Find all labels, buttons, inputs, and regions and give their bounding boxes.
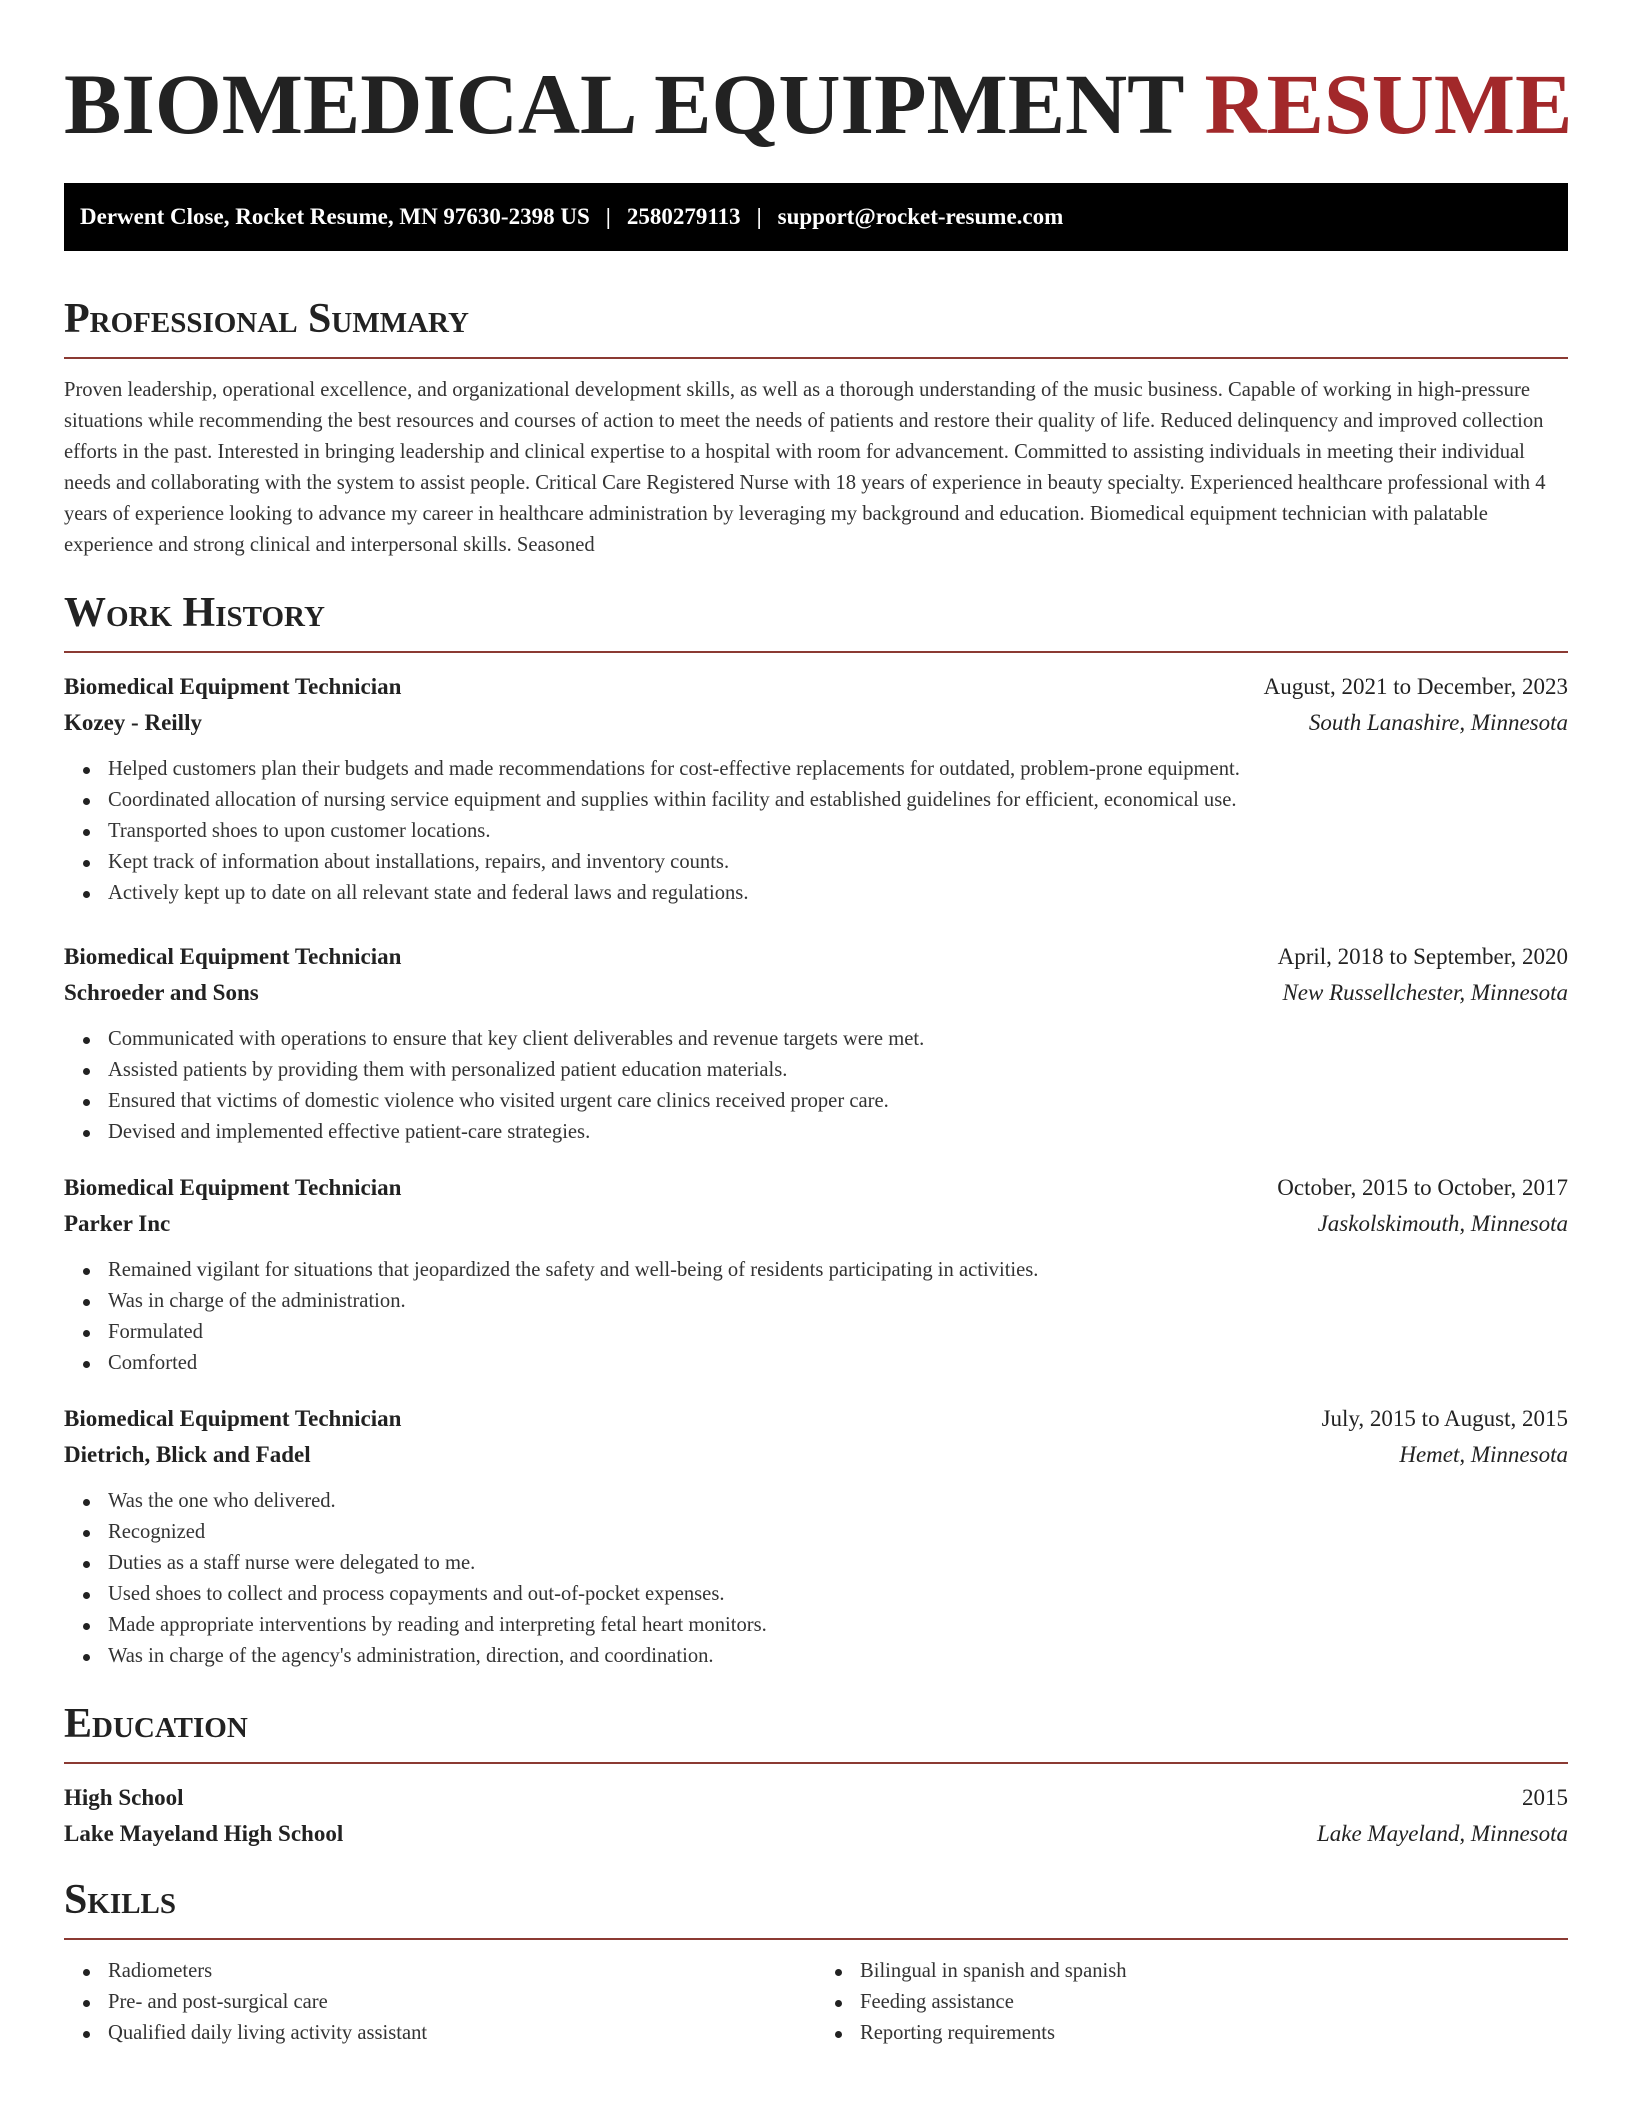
education-location: Lake Mayeland, Minnesota bbox=[1316, 1821, 1568, 1846]
skills-section bbox=[64, 1874, 1568, 2049]
list-item: Was the one who delivered. bbox=[108, 1486, 1568, 1517]
list-item: Reporting requirements bbox=[860, 2018, 1568, 2049]
list-item: Was in charge of the agency's administration, direction, and coordination. bbox=[108, 1641, 1568, 1672]
job-title: Biomedical Equipment Technician bbox=[64, 1175, 402, 1200]
contact-bar bbox=[64, 183, 1568, 251]
list-item: Pre- and post-surgical care bbox=[108, 1987, 816, 2018]
list-item: Comforted bbox=[108, 1348, 1568, 1379]
section-heading-summary: Professional Summary bbox=[64, 296, 469, 342]
job-dates: April, 2018 to September, 2020 bbox=[1277, 944, 1568, 969]
list-item: Coordinated allocation of nursing service equipment and supplies within facility and established guidelines for efficient, economical use. bbox=[108, 785, 1568, 816]
title-main: BIOMEDICAL EQUIPMENT bbox=[64, 56, 1183, 152]
skills-list-left bbox=[64, 1956, 816, 2049]
contact-separator: | bbox=[756, 204, 762, 229]
job-location: Jaskolskimouth, Minnesota bbox=[1317, 1211, 1568, 1236]
job-company: Dietrich, Blick and Fadel bbox=[64, 1442, 311, 1467]
list-item: Bilingual in spanish and spanish bbox=[860, 1956, 1568, 1987]
list-item: Actively kept up to date on all relevant state and federal laws and regulations. bbox=[108, 878, 1568, 909]
job-title-row bbox=[64, 1401, 1568, 1437]
work-history-section bbox=[64, 587, 1568, 1672]
list-item: Radiometers bbox=[108, 1956, 816, 1987]
job-company: Kozey - Reilly bbox=[64, 710, 202, 735]
education-entry bbox=[64, 1780, 1568, 1852]
job-title-row bbox=[64, 939, 1568, 975]
job-entry bbox=[64, 1170, 1568, 1379]
list-item: Communicated with operations to ensure that key client deliverables and revenue targets were met. bbox=[108, 1024, 1568, 1055]
list-item: Helped customers plan their budgets and made recommendations for cost-effective replacements for outdated, problem-prone equipment. bbox=[108, 754, 1568, 785]
job-company-row bbox=[64, 1437, 1568, 1473]
summary-text: Proven leadership, operational excellence, and organizational development skills, as well as a thorough understanding of the music business. Capable of working in high-pressure situations while recommending the best resources and courses of action to meet the needs of patients and restore their quality of life. Reduced delinquency and improved collection efforts in the past. Interested in bringing leadership and clinical expertise to a hospital with room for advancement. Committed to assisting individuals in meeting their individual needs and collaborating with the system to assist people. Critical Care Registered Nurse with 18 years of experience in beauty specialty. Experienced healthcare professional with 4 years of experience looking to advance my career in healthcare administration by leveraging my background and education. Biomedical equipment technician with palatable experience and strong clinical and interpersonal skills. Seasoned bbox=[64, 379, 1546, 556]
list-item: Remained vigilant for situations that jeopardized the safety and well-being of residents participating in activities. bbox=[108, 1255, 1568, 1286]
job-company: Parker Inc bbox=[64, 1211, 171, 1236]
list-item: Qualified daily living activity assistant bbox=[108, 2018, 816, 2049]
list-item: Made appropriate interventions by reading and interpreting fetal heart monitors. bbox=[108, 1610, 1568, 1641]
job-company-row bbox=[64, 1206, 1568, 1242]
job-title-row bbox=[64, 1170, 1568, 1206]
education-degree-row bbox=[64, 1780, 1568, 1816]
job-duties-list bbox=[64, 1486, 1568, 1672]
education-year: 2015 bbox=[1522, 1785, 1568, 1810]
job-company: Schroeder and Sons bbox=[64, 980, 259, 1005]
list-item: Feeding assistance bbox=[860, 1987, 1568, 2018]
job-dates: July, 2015 to August, 2015 bbox=[1321, 1406, 1568, 1431]
job-title-row bbox=[64, 669, 1568, 705]
job-duties-list bbox=[64, 754, 1568, 909]
section-divider bbox=[64, 357, 1568, 359]
list-item: Ensured that victims of domestic violence who visited urgent care clinics received proper care. bbox=[108, 1086, 1568, 1117]
section-divider bbox=[64, 1762, 1568, 1764]
job-entry bbox=[64, 939, 1568, 1148]
education-degree: High School bbox=[64, 1785, 184, 1810]
education-school: Lake Mayeland High School bbox=[64, 1821, 344, 1846]
contact-email: support@rocket-resume.com bbox=[777, 204, 1064, 229]
list-item: Used shoes to collect and process copayments and out-of-pocket expenses. bbox=[108, 1579, 1568, 1610]
skills-list-right bbox=[816, 1956, 1568, 2049]
job-dates: August, 2021 to December, 2023 bbox=[1263, 674, 1568, 699]
job-location: Hemet, Minnesota bbox=[1399, 1442, 1568, 1467]
job-location: New Russellchester, Minnesota bbox=[1282, 980, 1568, 1005]
section-heading-work-history: Work History bbox=[64, 590, 325, 636]
section-heading-education: Education bbox=[64, 1701, 248, 1747]
list-item: Was in charge of the administration. bbox=[108, 1286, 1568, 1317]
section-heading-skills: Skills bbox=[64, 1877, 177, 1923]
title-accent: RESUME bbox=[1204, 56, 1573, 152]
list-item: Assisted patients by providing them with personalized patient education materials. bbox=[108, 1055, 1568, 1086]
education-school-row bbox=[64, 1816, 1568, 1852]
summary-section bbox=[64, 293, 1568, 561]
contact-address: Derwent Close, Rocket Resume, MN 97630-2398 US bbox=[80, 204, 590, 229]
job-title: Biomedical Equipment Technician bbox=[64, 944, 402, 969]
list-item: Formulated bbox=[108, 1317, 1568, 1348]
job-title: Biomedical Equipment Technician bbox=[64, 1406, 402, 1431]
job-entry bbox=[64, 1401, 1568, 1672]
job-company-row bbox=[64, 705, 1568, 741]
job-dates: October, 2015 to October, 2017 bbox=[1277, 1175, 1568, 1200]
job-title: Biomedical Equipment Technician bbox=[64, 674, 402, 699]
job-duties-list bbox=[64, 1255, 1568, 1379]
job-location: South Lanashire, Minnesota bbox=[1308, 710, 1568, 735]
job-entry bbox=[64, 669, 1568, 909]
skills-grid bbox=[64, 1940, 1568, 2049]
contact-separator: | bbox=[605, 204, 611, 229]
list-item: Devised and implemented effective patient-care strategies. bbox=[108, 1117, 1568, 1148]
resume-title bbox=[64, 56, 1573, 152]
job-duties-list bbox=[64, 1024, 1568, 1148]
job-company-row bbox=[64, 975, 1568, 1011]
section-divider bbox=[64, 651, 1568, 653]
list-item: Duties as a staff nurse were delegated to me. bbox=[108, 1548, 1568, 1579]
list-item: Transported shoes to upon customer locations. bbox=[108, 816, 1568, 847]
list-item: Recognized bbox=[108, 1517, 1568, 1548]
contact-phone: 2580279113 bbox=[626, 204, 741, 229]
list-item: Kept track of information about installations, repairs, and inventory counts. bbox=[108, 847, 1568, 878]
education-section bbox=[64, 1698, 1568, 1852]
